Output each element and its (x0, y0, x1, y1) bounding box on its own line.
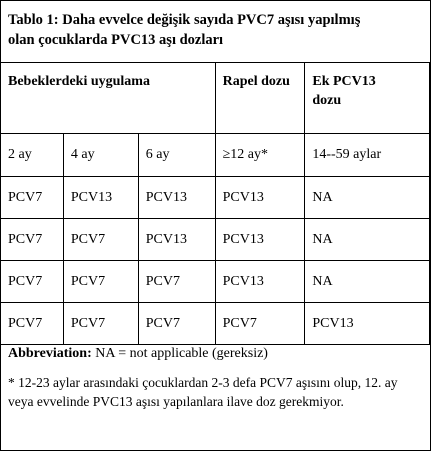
table-title-line-1: Tablo 1: Daha evvelce değişik sayıda PVC7 aşısı yapılmış (8, 12, 361, 28)
table-title (8, 10, 420, 50)
age-cell: 14--59 aylar (305, 134, 430, 177)
age-row (1, 134, 430, 177)
abbreviation-note (8, 344, 423, 363)
header-extra-dose-line-2: dozu (312, 93, 342, 108)
dose-cell: PCV7 (215, 303, 305, 345)
table-row (1, 219, 430, 261)
footnote: * 12-23 aylar arasındaki çocuklardan 2-3 defa PCV7 aşısını olup, 12. ay veya evvelinde PVC13 aşısı yapılanlara ilave doz gerekmiyor. (8, 375, 398, 409)
dose-table (0, 62, 430, 345)
dose-cell: PCV13 (215, 261, 305, 303)
dose-cell: PCV7 (1, 261, 64, 303)
dose-cell: PCV13 (215, 219, 305, 261)
abbreviation-text: NA = not applicable (gereksiz) (91, 346, 268, 361)
dose-cell: PCV7 (63, 261, 138, 303)
table-row (1, 177, 430, 219)
dose-cell: PCV7 (63, 303, 138, 345)
abbreviation-label: Abbreviation: (8, 346, 92, 361)
table-footer (8, 344, 423, 411)
age-cell: 6 ay (138, 134, 215, 177)
age-cell: 2 ay (1, 134, 64, 177)
dose-cell: NA (305, 261, 430, 303)
header-extra-dose-line-1: Ek PCV13 (312, 74, 376, 89)
age-cell: 4 ay (63, 134, 138, 177)
table-title-line-2: olan çocuklarda PVC13 aşı dozları (8, 32, 224, 48)
dose-cell: PCV13 (215, 177, 305, 219)
dose-cell: PCV7 (138, 261, 215, 303)
header-extra-dose (305, 63, 430, 134)
dose-cell: NA (305, 177, 430, 219)
table-row (1, 303, 430, 345)
header-booster-dose: Rapel dozu (215, 63, 305, 134)
dose-cell: PCV13 (138, 177, 215, 219)
age-cell: ≥12 ay* (215, 134, 305, 177)
dose-cell: PCV7 (1, 303, 64, 345)
dose-cell: NA (305, 219, 430, 261)
dose-cell: PCV7 (138, 303, 215, 345)
header-infant-schedule: Bebeklerdeki uygulama (1, 63, 216, 134)
dose-cell: PCV13 (305, 303, 430, 345)
dose-cell: PCV7 (63, 219, 138, 261)
header-row (1, 63, 430, 134)
dose-cell: PCV13 (63, 177, 138, 219)
dose-cell: PCV13 (138, 219, 215, 261)
dose-cell: PCV7 (1, 177, 64, 219)
dose-cell: PCV7 (1, 219, 64, 261)
table-row (1, 261, 430, 303)
